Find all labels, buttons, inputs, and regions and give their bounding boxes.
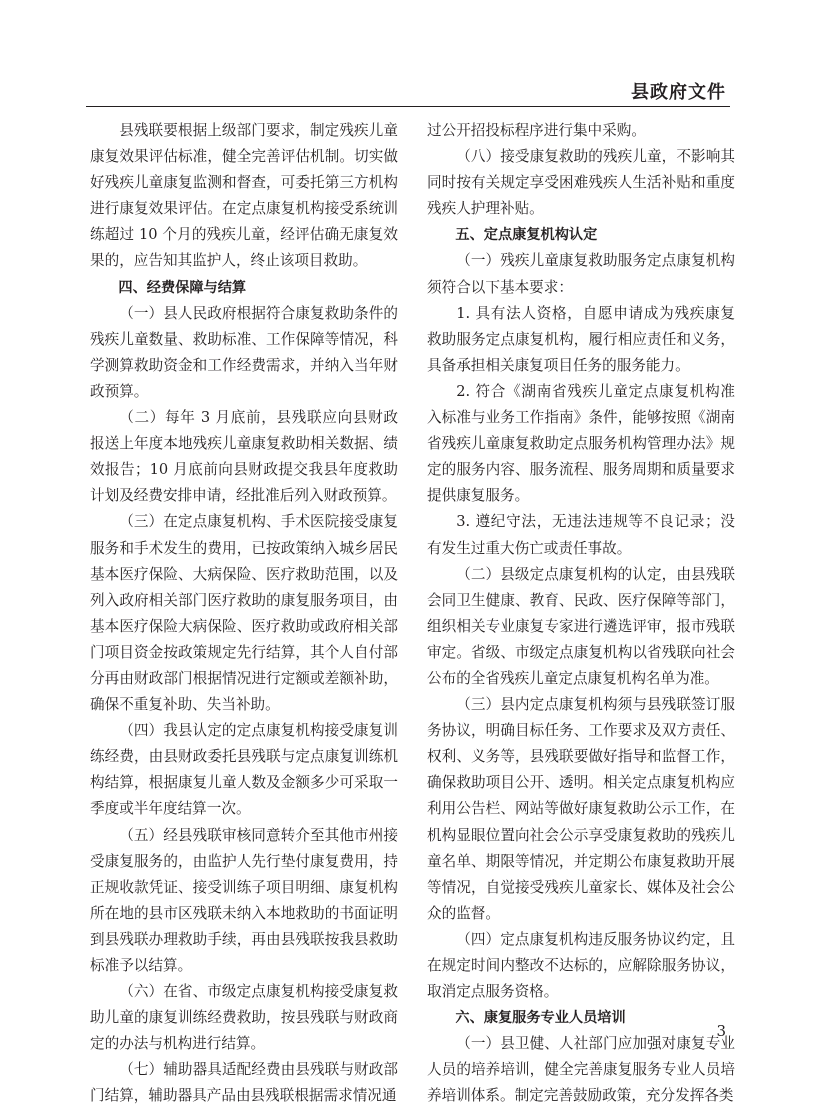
paragraph: （二）每年 3 月底前，县残联应向县财政报送上年度本地残疾儿童康复救助相关数据、绩效报告；10 月底前向县财政提交我县年度救助计划及经费安排申请，经批准后列入财政预算。: [90, 409, 398, 505]
paragraph: （四）我县认定的定点康复机构接受康复训练经费，由县财政委托县残联与定点康复训练机构结算，根据康复儿童人数及金额多少可采取一季度或半年度结算一次。: [90, 722, 398, 818]
paragraph: （五）经县残联审核同意转介至其他市州接受康复服务的，由监护人先行垫付康复费用，持正规收款凭证、接受训练子项目明细、康复机构所在地的县市区残联未纳入本地救助的书面证明到县残联办理救助手续，再由县残联按我县救助标准予以结算。: [90, 826, 398, 974]
section-heading: 五、定点康复机构认定: [455, 227, 598, 244]
paragraph: 2. 符合《湖南省残疾儿童定点康复机构准入标准与业务工作指南》条件，能够按照《湖南省残疾儿童康复救助定点服务机构管理办法》规定的服务内容、服务流程、服务周期和质量要求提供康复服务。: [427, 382, 735, 505]
left-column: [90, 118, 398, 1110]
section-heading: 六、康复服务专业人员培训: [455, 1010, 626, 1027]
paragraph-continuation: 过公开招投标程序进行集中采购。: [427, 122, 646, 139]
page-header-title: 县政府文件: [631, 82, 726, 103]
paragraph: 1. 具有法人资格，自愿申请成为残疾康复救助服务定点康复机构，履行相应责任和义务，具备承担相关康复项目任务的服务能力。: [427, 304, 735, 374]
paragraph: 3. 遵纪守法，无违法违规等不良记录；没有发生过重大伤亡或责任事故。: [427, 513, 735, 557]
paragraph: （六）在省、市级定点康复机构接受康复救助儿童的康复训练经费救助，按县残联与财政商定的办法与机构进行结算。: [90, 983, 398, 1053]
paragraph: （四）定点康复机构违反服务协议约定，且在规定时间内整改不达标的，应解除服务协议，取消定点服务资格。: [427, 930, 735, 1001]
paragraph: （二）县级定点康复机构的认定，由县残联会同卫生健康、教育、民政、医疗保障等部门，组织相关专业康复专家进行遴选评审，报市残联审定。省级、市级定点康复机构以省残联向社会公布的全省残疾儿童定点康复机构名单为准。: [427, 565, 735, 687]
header-rule: [86, 106, 730, 107]
paragraph: （一）县人民政府根据符合康复救助条件的残疾儿童数量、救助标准、工作保障等情况，科学测算救助资金和工作经费需求，并纳入当年财政预算。: [90, 304, 398, 400]
right-column: [427, 118, 735, 1110]
section-heading: 四、经费保障与结算: [118, 279, 247, 296]
paragraph: （一）县卫健、人社部门应加强对康复专业人员的培养培训，健全完善康复服务专业人员培养培训体系。制定完善鼓励政策，充分发挥各类: [427, 1035, 735, 1105]
paragraph: （七）辅助器具适配经费由县残联与财政部门结算，辅助器具产品由县残联根据需求情况通: [90, 1061, 398, 1105]
paragraph: （三）在定点康复机构、手术医院接受康复服务和手术发生的费用，已按政策纳入城乡居民基本医疗保险、大病保险、医疗救助范围，以及列入政府相关部门医疗救助的康复服务项目，由基本医疗保险大病保险、医疗救助或政府相关部门项目资金按政策规定先行结算，其个人自付部分再由财政部门根据情况进行定额或差额补助，确保不重复补助、失当补助。: [90, 513, 398, 714]
paragraph: （一）残疾儿童康复救助服务定点康复机构须符合以下基本要求：: [427, 252, 735, 296]
paragraph: 县残联要根据上级部门要求，制定残疾儿童康复效果评估标准，健全完善评估机制。切实做好残疾儿童康复监测和督查，可委托第三方机构进行康复效果评估。在定点康复机构接受系统训练超过 10 个月的残疾儿童，经评估确无康复效果的，应告知其监护人，终止该项目救助。: [90, 122, 398, 270]
paragraph: （八）接受康复救助的残疾儿童，不影响其同时按有关规定享受困难残疾人生活补贴和重度残疾人护理补贴。: [427, 148, 735, 218]
paragraph: （三）县内定点康复机构须与县残联签订服务协议，明确目标任务、工作要求及双方责任、权利、义务等，县残联要做好指导和监督工作，确保救助项目公开、透明。相关定点康复机构应利用公告栏、网站等做好康复救助公示工作，在机构显眼位置向社会公示享受康复救助的残疾儿童名单、期限等情况，并定期公布康复救助开展等情况，自觉接受残疾儿童家长、媒体及社会公众的监督。: [427, 696, 735, 922]
page-number: 3: [716, 1022, 726, 1040]
